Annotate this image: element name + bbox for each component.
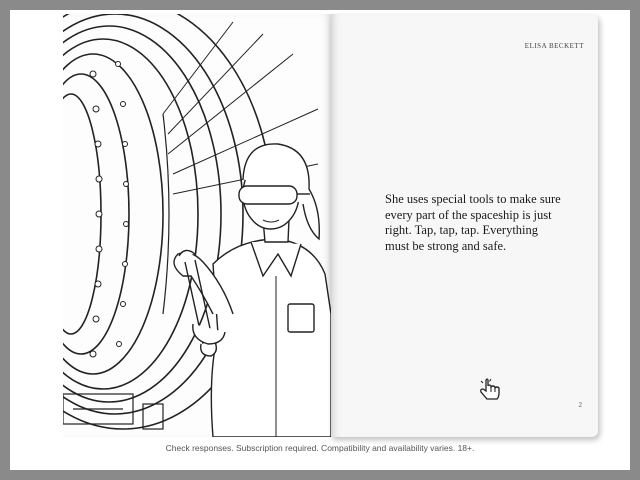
- illustration-page[interactable]: [63, 14, 331, 437]
- author-header: ELISA BECKETT: [524, 42, 584, 50]
- story-text: She uses special tools to make sure every part of the spaceship is just right. Tap, tap, tap. Everything must be strong and safe.: [385, 192, 561, 253]
- page-number: 2: [578, 401, 582, 409]
- engineer-illustration: [63, 14, 331, 437]
- disclaimer-text: Check responses. Subscription required. Compatibility and availability varies. 18+.: [165, 443, 475, 453]
- hand-pointer-icon: [478, 377, 504, 403]
- text-page[interactable]: [331, 14, 598, 437]
- open-book: [63, 14, 598, 437]
